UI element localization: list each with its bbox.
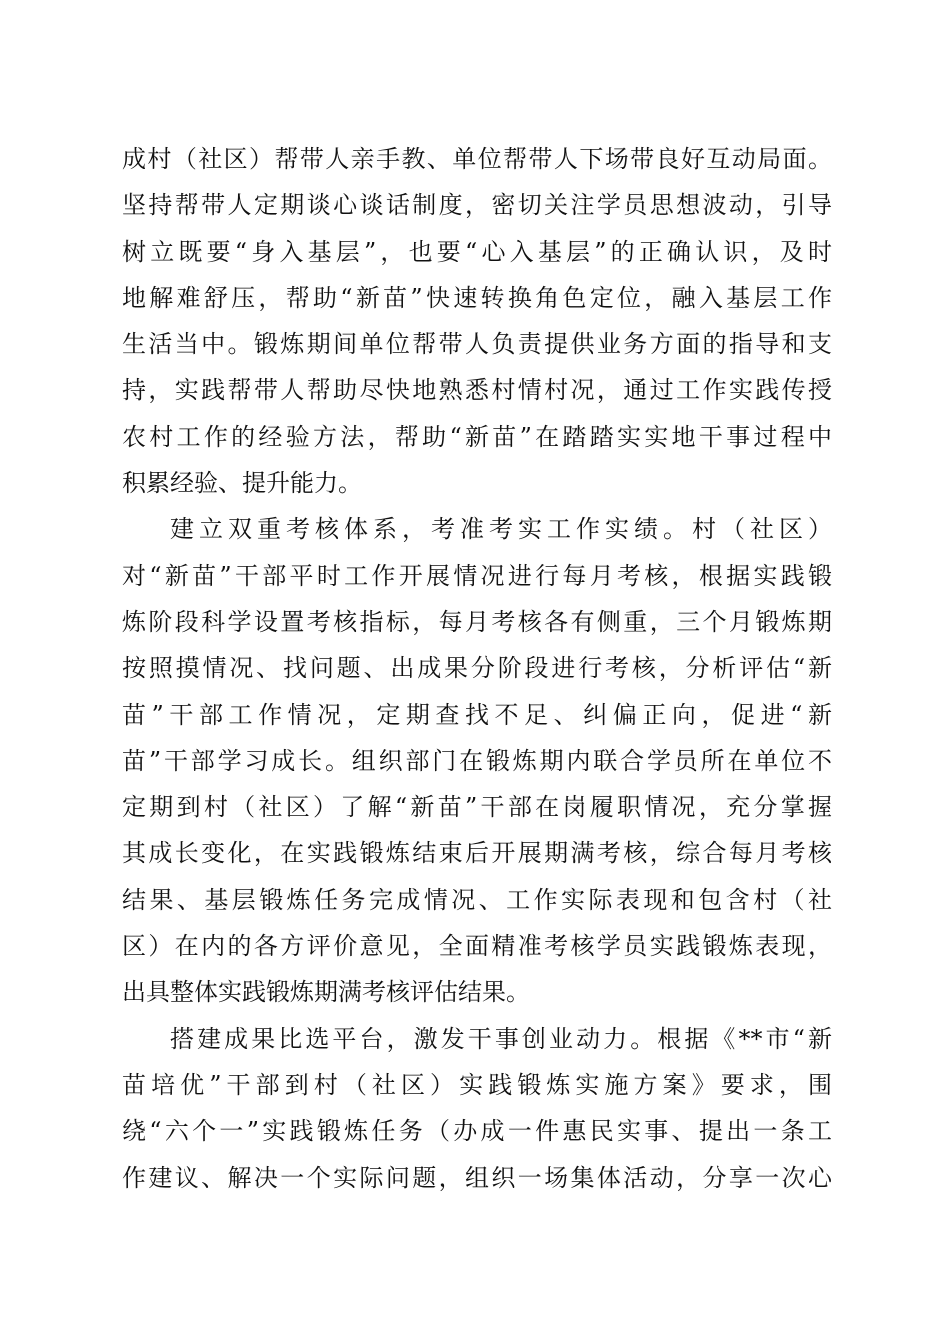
text-line: 出具整体实践锻炼期满考核评估结果。 <box>122 978 530 1007</box>
text-line: 结果、基层锻炼任务完成情况、工作实际表现和包含村（社 <box>122 885 832 914</box>
paragraph-1 <box>122 136 832 506</box>
text-line: 积累经验、提升能力。 <box>122 469 362 498</box>
text-line: 定期到村（社区）了解“新苗”干部在岗履职情况，充分掌握 <box>122 793 832 822</box>
paragraph-2 <box>122 506 832 1015</box>
text-line: 成村（社区）帮带人亲手教、单位帮带人下场带良好互动局面。 <box>122 145 832 173</box>
text-line: 树立既要“身入基层”，也要“心入基层”的正确认识，及时 <box>122 237 832 266</box>
text-line: 炼阶段科学设置考核指标，每月考核各有侧重，三个月锻炼期 <box>122 607 832 636</box>
paragraph-3 <box>122 1016 832 1201</box>
text-line: 苗培优”干部到村（社区）实践锻炼实施方案》要求，围 <box>122 1070 832 1099</box>
text-line: 对“新苗”干部平时工作开展情况进行每月考核，根据实践锻 <box>122 561 832 590</box>
text-line: 建立双重考核体系，考准考实工作实绩。村（社区） <box>170 515 832 544</box>
text-line: 按照摸情况、找问题、出成果分阶段进行考核，分析评估“新 <box>122 654 832 683</box>
text-line: 农村工作的经验方法，帮助“新苗”在踏踏实实地干事过程中 <box>122 422 832 451</box>
text-line: 生活当中。锻炼期间单位帮带人负责提供业务方面的指导和支 <box>122 330 832 359</box>
text-line: 苗”干部工作情况，定期查找不足、纠偏正向，促进“新 <box>122 700 832 729</box>
document-body <box>122 136 832 1201</box>
text-line: 地解难舒压，帮助“新苗”快速转换角色定位，融入基层工作 <box>122 283 832 312</box>
text-line: 绕“六个一”实践锻炼任务（办成一件惠民实事、提出一条工 <box>122 1117 832 1146</box>
text-line: 搭建成果比选平台，激发干事创业动力。根据《**市“新 <box>170 1024 832 1053</box>
text-line: 苗”干部学习成长。组织部门在锻炼期内联合学员所在单位不 <box>122 746 832 775</box>
text-line: 坚持帮带人定期谈心谈话制度，密切关注学员思想波动，引导 <box>122 191 832 220</box>
text-line: 持，实践帮带人帮助尽快地熟悉村情村况，通过工作实践传授 <box>122 376 832 405</box>
text-line: 区）在内的各方评价意见，全面精准考核学员实践锻炼表现， <box>122 932 832 961</box>
text-line: 其成长变化，在实践锻炼结束后开展期满考核，综合每月考核 <box>122 839 832 868</box>
text-line: 作建议、解决一个实际问题，组织一场集体活动，分享一次心 <box>122 1163 832 1192</box>
